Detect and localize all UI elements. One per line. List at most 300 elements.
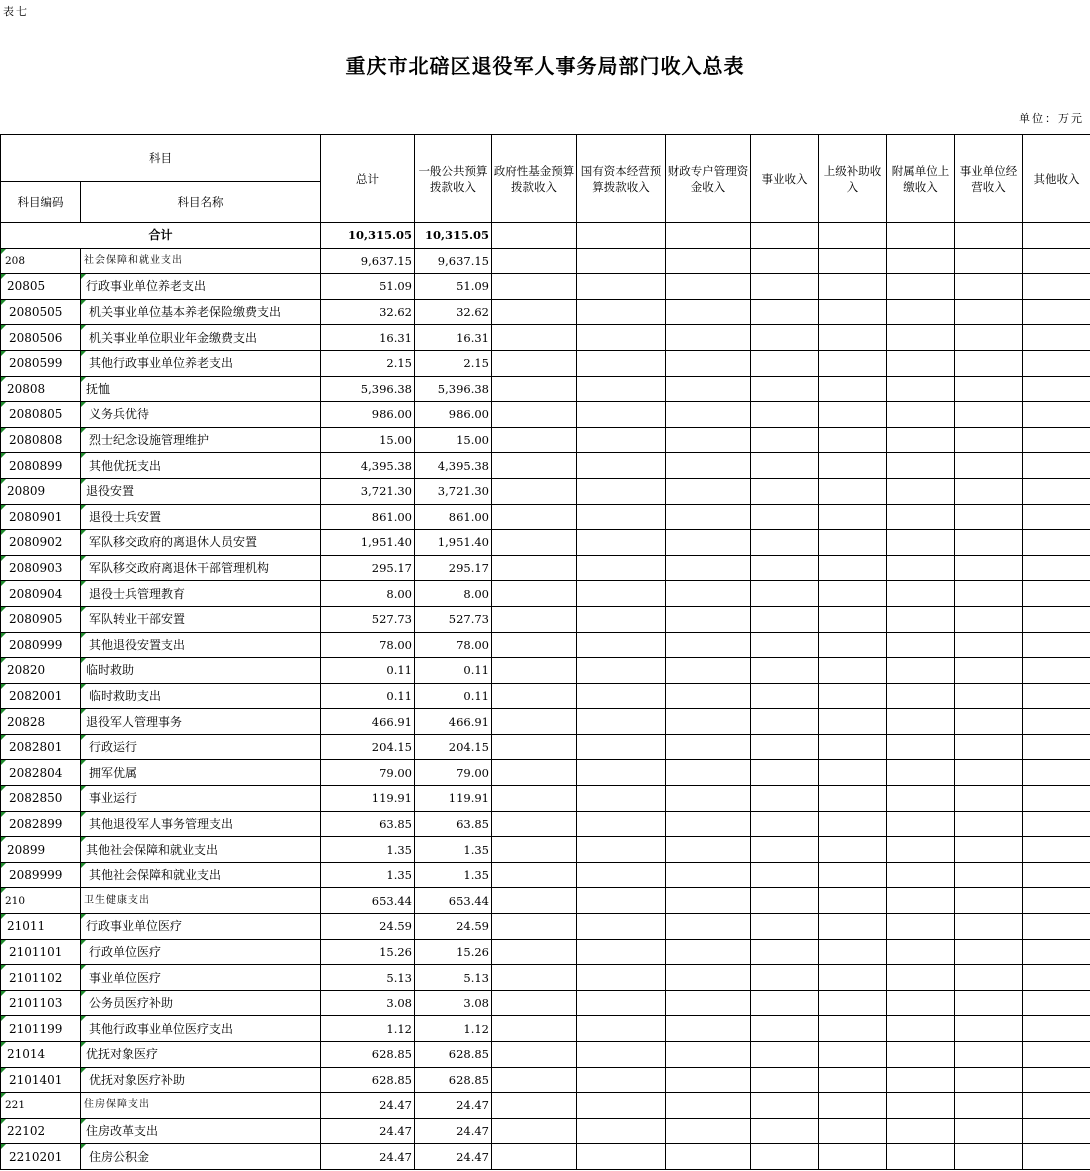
empty-cell <box>1023 1144 1090 1170</box>
empty-cell <box>1023 990 1090 1016</box>
subject-code <box>1 376 81 402</box>
empty-cell <box>955 325 1023 351</box>
table-row <box>1 632 1090 658</box>
row-total-amount: 4,395.38 <box>321 453 415 479</box>
table-row <box>1 478 1090 504</box>
empty-cell <box>955 734 1023 760</box>
empty-cell <box>819 709 887 735</box>
cell-marker-icon <box>81 760 86 765</box>
subject-code <box>1 1016 81 1042</box>
empty-cell <box>577 709 666 735</box>
subject-name <box>81 606 321 632</box>
empty-cell <box>887 965 955 991</box>
cell-marker-icon <box>1 325 6 330</box>
cell-marker-icon <box>1 428 6 433</box>
subject-code-text: 2082899 <box>9 816 63 831</box>
subject-code <box>1 530 81 556</box>
empty-cell <box>887 786 955 812</box>
empty-cell <box>955 555 1023 581</box>
table-row <box>1 274 1090 300</box>
empty-cell <box>955 478 1023 504</box>
table-row <box>1 811 1090 837</box>
subject-name <box>81 274 321 300</box>
subject-code <box>1 658 81 684</box>
subject-code <box>1 402 81 428</box>
empty-cell <box>492 1016 577 1042</box>
subject-code <box>1 274 81 300</box>
row-total-amount: 119.91 <box>321 786 415 812</box>
empty-cell <box>955 299 1023 325</box>
empty-cell <box>887 350 955 376</box>
empty-cell <box>492 760 577 786</box>
empty-cell <box>819 914 887 940</box>
table-row <box>1 606 1090 632</box>
row-total-amount: 466.91 <box>321 709 415 735</box>
table-row <box>1 581 1090 607</box>
subject-name-text: 机关事业单位基本养老保险缴费支出 <box>89 305 282 320</box>
subject-name-text: 退役军人管理事务 <box>86 714 183 729</box>
empty-cell <box>577 1144 666 1170</box>
empty-cell <box>577 734 666 760</box>
row-general-amount: 527.73 <box>415 606 492 632</box>
subject-code-text: 2080999 <box>9 637 63 652</box>
empty-cell <box>887 555 955 581</box>
empty-cell <box>577 530 666 556</box>
table-row <box>1 530 1090 556</box>
subject-code <box>1 939 81 965</box>
empty-cell <box>887 581 955 607</box>
subject-name <box>81 325 321 351</box>
empty-cell <box>751 632 819 658</box>
subject-name-text: 行政运行 <box>89 740 138 755</box>
cell-marker-icon <box>81 1119 86 1124</box>
empty-cell <box>751 990 819 1016</box>
cell-marker-icon <box>1 377 6 382</box>
cell-marker-icon <box>1 684 6 689</box>
cell-marker-icon <box>1 274 6 279</box>
empty-cell <box>751 658 819 684</box>
empty-cell <box>751 581 819 607</box>
empty-cell <box>666 811 751 837</box>
row-general-amount: 466.91 <box>415 709 492 735</box>
subject-code-text: 20808 <box>7 381 46 396</box>
cell-marker-icon <box>81 530 86 535</box>
empty-cell <box>492 709 577 735</box>
table-row <box>1 1067 1090 1093</box>
subject-name <box>81 248 321 274</box>
empty-cell <box>887 734 955 760</box>
empty-cell <box>577 1042 666 1068</box>
empty-cell <box>751 530 819 556</box>
empty-cell <box>955 581 1023 607</box>
empty-cell <box>666 837 751 863</box>
subject-code-text: 20820 <box>7 663 46 678</box>
empty-cell <box>751 888 819 914</box>
subject-code-text: 2101102 <box>9 970 63 985</box>
table-row <box>1 1016 1090 1042</box>
empty-cell <box>492 658 577 684</box>
empty-cell <box>955 1144 1023 1170</box>
empty-cell <box>887 709 955 735</box>
cell-marker-icon <box>81 325 86 330</box>
empty-cell <box>887 760 955 786</box>
empty-cell <box>666 453 751 479</box>
empty-cell <box>666 1144 751 1170</box>
empty-cell <box>955 376 1023 402</box>
subject-name-text: 退役士兵安置 <box>89 509 162 524</box>
empty-cell <box>955 760 1023 786</box>
row-total-amount: 653.44 <box>321 888 415 914</box>
empty-cell <box>751 223 819 249</box>
header-total: 总计 <box>321 135 415 223</box>
subject-code-text: 2082850 <box>9 791 63 806</box>
row-general-amount: 9,637.15 <box>415 248 492 274</box>
subject-code <box>1 504 81 530</box>
subject-name-text: 临时救助 <box>86 663 135 678</box>
row-general-amount: 8.00 <box>415 581 492 607</box>
subject-name <box>81 299 321 325</box>
row-total-amount: 0.11 <box>321 658 415 684</box>
subject-name <box>81 1067 321 1093</box>
empty-cell <box>577 248 666 274</box>
cell-marker-icon <box>1 556 6 561</box>
row-total-amount: 78.00 <box>321 632 415 658</box>
cell-marker-icon <box>81 914 86 919</box>
empty-cell <box>751 862 819 888</box>
empty-cell <box>955 504 1023 530</box>
row-total-amount: 1.12 <box>321 1016 415 1042</box>
row-total-amount: 79.00 <box>321 760 415 786</box>
empty-cell <box>819 402 887 428</box>
empty-cell <box>819 1118 887 1144</box>
subject-name <box>81 811 321 837</box>
empty-cell <box>666 990 751 1016</box>
subject-name-text: 住房保障支出 <box>84 1099 150 1111</box>
empty-cell <box>955 402 1023 428</box>
empty-cell <box>1023 325 1090 351</box>
row-total-amount: 986.00 <box>321 402 415 428</box>
table-label: 表七 <box>3 5 29 18</box>
cell-marker-icon <box>81 633 86 638</box>
empty-cell <box>577 786 666 812</box>
cell-marker-icon <box>81 377 86 382</box>
subject-name <box>81 555 321 581</box>
subject-name <box>81 1118 321 1144</box>
row-general-amount: 628.85 <box>415 1042 492 1068</box>
cell-marker-icon <box>81 1042 86 1047</box>
empty-cell <box>666 248 751 274</box>
empty-cell <box>666 274 751 300</box>
subject-code <box>1 786 81 812</box>
empty-cell <box>819 965 887 991</box>
empty-cell <box>1023 1093 1090 1119</box>
row-general-amount: 5.13 <box>415 965 492 991</box>
table-row <box>1 888 1090 914</box>
empty-cell <box>887 504 955 530</box>
subject-name <box>81 427 321 453</box>
empty-cell <box>1023 760 1090 786</box>
table-row <box>1 683 1090 709</box>
empty-cell <box>819 939 887 965</box>
subject-name <box>81 1144 321 1170</box>
row-general-amount: 119.91 <box>415 786 492 812</box>
row-total-amount: 9,637.15 <box>321 248 415 274</box>
empty-cell <box>887 1118 955 1144</box>
empty-cell <box>955 939 1023 965</box>
table-row <box>1 1093 1090 1119</box>
empty-cell <box>819 581 887 607</box>
empty-cell <box>955 965 1023 991</box>
row-general-amount: 79.00 <box>415 760 492 786</box>
empty-cell <box>577 581 666 607</box>
empty-cell <box>751 350 819 376</box>
cell-marker-icon <box>1 658 6 663</box>
subject-name-text: 退役士兵管理教育 <box>89 586 186 601</box>
subject-code-text: 2101199 <box>9 1021 63 1036</box>
empty-cell <box>887 427 955 453</box>
cell-marker-icon <box>1 837 6 842</box>
subject-code-text: 2080808 <box>9 433 63 448</box>
empty-cell <box>1023 581 1090 607</box>
empty-cell <box>666 376 751 402</box>
cell-marker-icon <box>1 863 6 868</box>
subject-name-text: 其他社会保障和就业支出 <box>89 868 222 883</box>
empty-cell <box>492 811 577 837</box>
subject-code <box>1 478 81 504</box>
row-total-amount: 8.00 <box>321 581 415 607</box>
row-general-amount: 24.47 <box>415 1144 492 1170</box>
subject-code-text: 221 <box>5 1099 26 1112</box>
empty-cell <box>819 632 887 658</box>
subject-name-text: 住房公积金 <box>89 1149 150 1164</box>
empty-cell <box>666 786 751 812</box>
empty-cell <box>577 888 666 914</box>
subject-name-text: 行政单位医疗 <box>89 944 162 959</box>
row-general-amount: 653.44 <box>415 888 492 914</box>
table-row <box>1 1042 1090 1068</box>
table-row <box>1 504 1090 530</box>
empty-cell <box>819 427 887 453</box>
empty-cell <box>492 1042 577 1068</box>
empty-cell <box>577 402 666 428</box>
empty-cell <box>751 683 819 709</box>
empty-cell <box>819 837 887 863</box>
cell-marker-icon <box>81 709 86 714</box>
table-row <box>1 1118 1090 1144</box>
empty-cell <box>887 299 955 325</box>
table-row <box>1 709 1090 735</box>
cell-marker-icon <box>81 965 86 970</box>
table-row <box>1 862 1090 888</box>
subject-name <box>81 453 321 479</box>
empty-cell <box>751 965 819 991</box>
empty-cell <box>751 1118 819 1144</box>
income-table <box>0 134 1090 1170</box>
empty-cell <box>666 350 751 376</box>
empty-cell <box>577 453 666 479</box>
empty-cell <box>1023 1042 1090 1068</box>
empty-cell <box>666 299 751 325</box>
empty-cell <box>955 530 1023 556</box>
empty-cell <box>955 606 1023 632</box>
cell-marker-icon <box>1 735 6 740</box>
empty-cell <box>577 478 666 504</box>
total-row <box>1 223 1090 249</box>
empty-cell <box>577 274 666 300</box>
row-general-amount: 32.62 <box>415 299 492 325</box>
empty-cell <box>492 990 577 1016</box>
row-general-amount: 4,395.38 <box>415 453 492 479</box>
empty-cell <box>887 530 955 556</box>
subject-code-text: 2080805 <box>9 407 63 422</box>
empty-cell <box>492 862 577 888</box>
empty-cell <box>887 1016 955 1042</box>
subject-code-text: 20828 <box>7 714 46 729</box>
empty-cell <box>577 1067 666 1093</box>
subject-code <box>1 862 81 888</box>
subject-name-text: 临时救助支出 <box>89 688 162 703</box>
subject-name <box>81 504 321 530</box>
subject-name-text: 其他退役安置支出 <box>89 637 186 652</box>
header-name: 科目名称 <box>81 182 321 223</box>
empty-cell <box>751 734 819 760</box>
subject-code-text: 21011 <box>7 919 46 934</box>
subject-name <box>81 734 321 760</box>
empty-cell <box>492 837 577 863</box>
subject-code-text: 21014 <box>7 1047 46 1062</box>
empty-cell <box>492 1093 577 1119</box>
empty-cell <box>666 1093 751 1119</box>
empty-cell <box>577 299 666 325</box>
header-subject: 科目 <box>1 135 321 182</box>
empty-cell <box>666 914 751 940</box>
subject-code <box>1 837 81 863</box>
empty-cell <box>887 1067 955 1093</box>
empty-cell <box>955 888 1023 914</box>
row-total-amount: 628.85 <box>321 1042 415 1068</box>
subject-code-text: 2101101 <box>9 944 63 959</box>
empty-cell <box>1023 658 1090 684</box>
subject-name <box>81 837 321 863</box>
empty-cell <box>666 1067 751 1093</box>
cell-marker-icon <box>81 786 86 791</box>
empty-cell <box>577 1016 666 1042</box>
empty-cell <box>751 709 819 735</box>
row-total-amount: 1,951.40 <box>321 530 415 556</box>
empty-cell <box>751 939 819 965</box>
header-operating: 事业单位经营收入 <box>955 135 1023 223</box>
row-total-amount: 15.00 <box>321 427 415 453</box>
empty-cell <box>955 632 1023 658</box>
empty-cell <box>819 1042 887 1068</box>
cell-marker-icon <box>81 658 86 663</box>
empty-cell <box>819 760 887 786</box>
row-general-amount: 24.47 <box>415 1118 492 1144</box>
empty-cell <box>751 274 819 300</box>
total-label: 合计 <box>1 223 321 249</box>
table-row <box>1 325 1090 351</box>
row-general-amount: 63.85 <box>415 811 492 837</box>
empty-cell <box>492 248 577 274</box>
subject-code <box>1 760 81 786</box>
row-total-amount: 861.00 <box>321 504 415 530</box>
empty-cell <box>1023 504 1090 530</box>
row-general-amount: 861.00 <box>415 504 492 530</box>
cell-marker-icon <box>1 1144 6 1149</box>
subject-name-text: 抚恤 <box>86 381 111 396</box>
empty-cell <box>887 811 955 837</box>
empty-cell <box>887 1144 955 1170</box>
cell-marker-icon <box>1 1093 6 1098</box>
subject-code <box>1 1118 81 1144</box>
empty-cell <box>492 914 577 940</box>
empty-cell <box>666 888 751 914</box>
empty-cell <box>751 837 819 863</box>
header-business: 事业收入 <box>751 135 819 223</box>
empty-cell <box>666 1042 751 1068</box>
row-total-amount: 5.13 <box>321 965 415 991</box>
row-total-amount: 3.08 <box>321 990 415 1016</box>
table-row <box>1 914 1090 940</box>
empty-cell <box>751 1067 819 1093</box>
subject-name-text: 机关事业单位职业年金缴费支出 <box>89 330 258 345</box>
empty-cell <box>819 274 887 300</box>
empty-cell <box>1023 606 1090 632</box>
row-general-amount: 3.08 <box>415 990 492 1016</box>
subject-code-text: 20809 <box>7 484 46 499</box>
cell-marker-icon <box>81 684 86 689</box>
table-row <box>1 965 1090 991</box>
empty-cell <box>666 606 751 632</box>
empty-cell <box>751 248 819 274</box>
row-general-amount: 5,396.38 <box>415 376 492 402</box>
row-total-amount: 24.47 <box>321 1093 415 1119</box>
cell-marker-icon <box>1 479 6 484</box>
cell-marker-icon <box>1 888 6 893</box>
empty-cell <box>666 325 751 351</box>
cell-marker-icon <box>1 505 6 510</box>
empty-cell <box>577 862 666 888</box>
row-total-amount: 527.73 <box>321 606 415 632</box>
subject-code-text: 2101401 <box>9 1072 63 1087</box>
empty-cell <box>887 658 955 684</box>
subject-name <box>81 888 321 914</box>
empty-cell <box>666 1118 751 1144</box>
header-general-budget: 一般公共预算拨款收入 <box>415 135 492 223</box>
subject-code-text: 2080505 <box>9 305 63 320</box>
empty-cell <box>666 939 751 965</box>
empty-cell <box>1023 965 1090 991</box>
cell-marker-icon <box>81 402 86 407</box>
row-general-amount: 24.47 <box>415 1093 492 1119</box>
empty-cell <box>819 1067 887 1093</box>
subject-code-text: 2080905 <box>9 612 63 627</box>
total-general-amount: 10,315.05 <box>415 223 492 249</box>
subject-name <box>81 530 321 556</box>
header-other: 其他收入 <box>1023 135 1090 223</box>
empty-cell <box>492 683 577 709</box>
subject-name-text: 事业运行 <box>89 791 138 806</box>
table-row <box>1 837 1090 863</box>
cell-marker-icon <box>1 760 6 765</box>
total-amount: 10,315.05 <box>321 223 415 249</box>
subject-code <box>1 709 81 735</box>
header-superior-subsidy: 上级补助收入 <box>819 135 887 223</box>
subject-code-text: 2080599 <box>9 356 63 371</box>
empty-cell <box>751 786 819 812</box>
cell-marker-icon <box>1 581 6 586</box>
empty-cell <box>666 581 751 607</box>
